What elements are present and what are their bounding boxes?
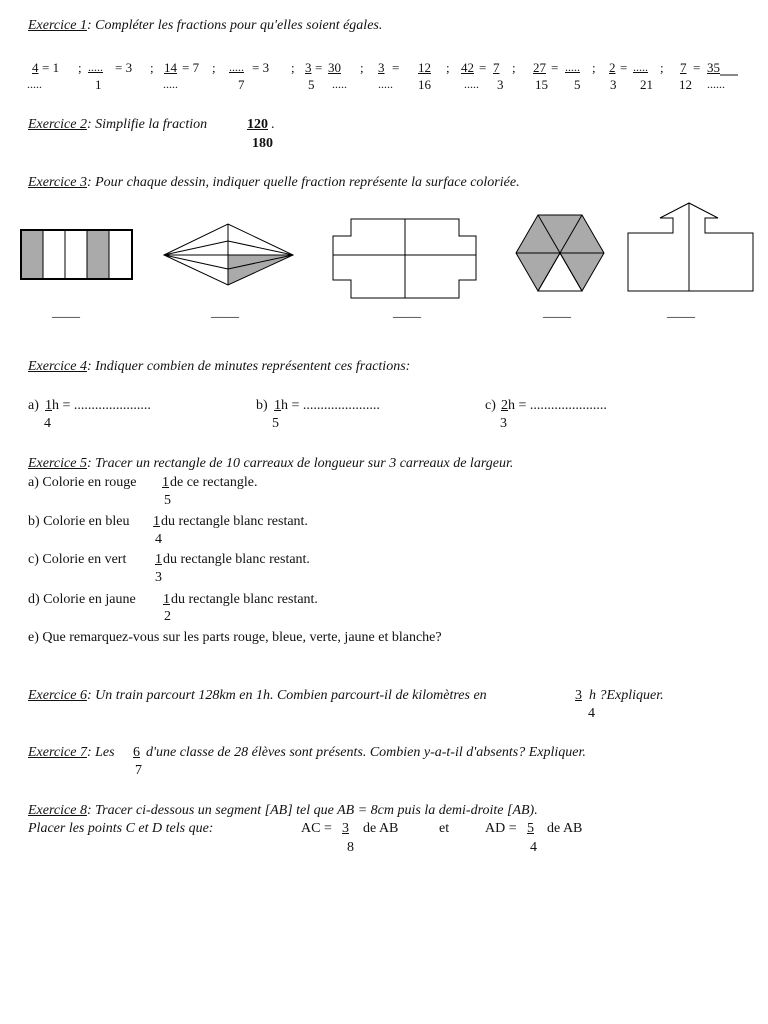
ex1-frac-2-den: 1 — [95, 77, 102, 92]
ex5-b-den: 4 — [155, 532, 162, 547]
ex7-text: d'une classe de 28 élèves sont présents. Combien y-a-t-il d'absents? Expliquer. — [146, 745, 586, 760]
ex5-c-num: 1 — [155, 552, 162, 567]
ex5-b-num: 1 — [153, 514, 160, 529]
ex8-ac-num: 3 — [342, 821, 349, 836]
ex4-b-prefix: b) — [256, 398, 268, 413]
ex1-frac-8-den2: 5 — [574, 77, 581, 92]
ex1-frac-8-num: 27 — [533, 60, 546, 75]
ex1-sep: ; — [660, 60, 664, 75]
ex7-num: 6 — [133, 745, 140, 760]
ex1-heading — [28, 18, 382, 34]
ex1-frac-6-eq: = — [392, 60, 400, 75]
ex4-c-den: 3 — [500, 416, 507, 431]
ex8-ad-num: 5 — [527, 821, 534, 836]
ex1-frac-6-num2: 12 — [418, 60, 431, 75]
ex8-ac-post: de AB — [363, 821, 399, 836]
ex1-frac-2-num: ..... — [88, 60, 103, 74]
ex1-frac-3-den: ..... — [163, 77, 178, 91]
ex5-text: : Tracer un rectangle de 10 carreaux de longueur sur 3 carreaux de largeur. — [86, 456, 514, 471]
ex1-frac-10-den: 12 — [679, 77, 692, 92]
ex1-sep: ; — [446, 60, 450, 75]
ex5-c-den: 3 — [155, 570, 162, 585]
ex1-frac-10-den2: ...... — [707, 77, 725, 91]
ex4-b-den: 5 — [272, 416, 279, 431]
ex5-e-question: e) Que remarquez-vous sur les parts rouge, bleue, verte, jaune et blanche? — [28, 630, 442, 645]
ex1-frac-7-den2: 3 — [497, 77, 504, 92]
ex1-frac-8-eq: = — [551, 60, 559, 75]
ex4-heading — [28, 359, 410, 375]
ex6-label: Exercice 6 — [28, 688, 87, 703]
ex3-answer-2[interactable]: ____ — [211, 305, 239, 320]
ex1-frac-9-num: 2 — [609, 60, 616, 75]
ex1-sep: ; — [592, 60, 596, 75]
ex4-c-prefix: c) — [485, 398, 496, 413]
ex1-sep: ; — [212, 60, 216, 75]
ex1-frac-8-num2: ..... — [565, 60, 580, 74]
ex5-b-prefix: b) Colorie en bleu — [28, 514, 130, 529]
ex1-label: Exercice 1 — [28, 18, 87, 33]
ex5-a-den: 5 — [164, 493, 171, 508]
ex5-c-rest: du rectangle blanc restant. — [163, 552, 310, 567]
ex3-drawing-rhombus — [163, 223, 295, 287]
ex1-frac-2-rest: = 3 — [115, 60, 133, 75]
ex4-a-rest[interactable]: h = ...................... — [52, 398, 151, 413]
ex6-end: h ?Expliquer. — [589, 688, 664, 703]
ex8-label: Exercice 8 — [28, 803, 87, 818]
ex1-frac-3-num: 14 — [164, 60, 177, 75]
ex2-dot: . — [271, 117, 275, 132]
ex8-and: et — [439, 821, 450, 836]
ex4-b-rest[interactable]: h = ...................... — [281, 398, 380, 413]
ex6-heading — [28, 688, 487, 704]
ex5-a-prefix: a) Colorie en rouge — [28, 475, 137, 490]
ex1-frac-10-num: 7 — [680, 60, 687, 75]
ex2-heading — [28, 117, 207, 133]
ex1-frac-3-rest: = 7 — [182, 60, 200, 75]
ex4-b-num: 1 — [274, 398, 281, 413]
ex1-frac-7-eq: = — [479, 60, 487, 75]
ex1-frac-5-eq: = — [315, 60, 323, 75]
ex6-num: 3 — [575, 688, 582, 703]
ex7-label: Exercice 7 — [28, 745, 87, 760]
ex1-sep: ; — [150, 60, 154, 75]
ex5-a-num: 1 — [162, 475, 169, 490]
ex1-frac-5-num: 3 — [305, 60, 312, 75]
ex3-answer-1[interactable]: ____ — [52, 305, 80, 320]
ex3-answer-5[interactable]: ____ — [667, 305, 695, 320]
ex5-b-rest: du rectangle blanc restant. — [161, 514, 308, 529]
ex3-heading — [28, 175, 520, 191]
ex5-a-rest: de ce rectangle. — [170, 475, 258, 490]
ex1-frac-9-eq: = — [620, 60, 628, 75]
ex1-frac-1-num: 4 — [32, 60, 39, 75]
ex1-frac-5-num2: 30 — [328, 60, 341, 75]
ex1-frac-7-num: 42 — [461, 60, 474, 75]
ex4-c-rest[interactable]: h = ...................... — [508, 398, 607, 413]
ex1-frac-9-num2: ..... — [633, 60, 648, 74]
ex3-drawing-rectangle — [20, 229, 134, 281]
ex4-a-prefix: a) — [28, 398, 39, 413]
ex3-text: : Pour chaque dessin, indiquer quelle fraction représente la surface coloriée. — [86, 175, 520, 190]
ex1-frac-4-rest: = 3 — [252, 60, 270, 75]
ex8-ac-den: 8 — [347, 840, 354, 855]
ex1-frac-7-num2: 7 — [493, 60, 500, 75]
ex1-frac-9-den: 3 — [610, 77, 617, 92]
ex1-frac-10-num2: 35 — [707, 60, 720, 75]
ex8-ad-pre: AD = — [485, 821, 517, 836]
ex8-ac-pre: AC = — [301, 821, 332, 836]
ex6-text: : Un train parcourt 128km en 1h. Combien parcourt-il de kilomètres en — [86, 688, 487, 703]
ex1-frac-10-eq: = — [693, 60, 701, 75]
ex5-d-rest: du rectangle blanc restant. — [171, 592, 318, 607]
ex3-drawing-arrow — [627, 201, 757, 293]
ex1-frac-5-den2: ..... — [332, 77, 347, 91]
ex8-line2: Placer les points C et D tels que: — [28, 821, 214, 836]
ex1-sep: ; — [360, 60, 364, 75]
ex1-frac-6-num: 3 — [378, 60, 385, 75]
ex5-heading — [28, 456, 513, 472]
ex8-heading — [28, 803, 538, 819]
ex4-c-num: 2 — [501, 398, 508, 413]
ex8-text: : Tracer ci-dessous un segment [AB] tel que AB = 8cm puis la demi-droite [AB). — [86, 803, 538, 818]
ex1-sep: ; — [291, 60, 295, 75]
ex5-d-den: 2 — [164, 609, 171, 624]
ex6-den: 4 — [588, 706, 595, 721]
ex5-label: Exercice 5 — [28, 456, 87, 471]
ex1-frac-5-den: 5 — [308, 77, 315, 92]
ex1-underline-tail — [0, 0, 1, 1]
ex2-text: : Simplifie la fraction — [86, 117, 208, 132]
ex3-answer-3[interactable]: ____ — [393, 305, 421, 320]
ex1-text: : Compléter les fractions pour qu'elles soient égales. — [86, 18, 383, 33]
ex4-a-den: 4 — [44, 416, 51, 431]
ex1-frac-1-den: ..... — [27, 77, 42, 91]
ex1-frac-4-den: 7 — [238, 77, 245, 92]
ex1-frac-7-den: ..... — [464, 77, 479, 91]
ex8-ad-den: 4 — [530, 840, 537, 855]
ex4-label: Exercice 4 — [28, 359, 87, 374]
ex1-frac-8-den: 15 — [535, 77, 548, 92]
ex2-label: Exercice 2 — [28, 117, 87, 132]
ex8-ad-post: de AB — [547, 821, 583, 836]
ex1-frac-4-num: ..... — [229, 60, 244, 74]
ex5-d-num: 1 — [163, 592, 170, 607]
ex3-drawing-cross — [332, 218, 478, 300]
ex1-frac-6-den2: 16 — [418, 77, 431, 92]
ex4-a-num: 1 — [45, 398, 52, 413]
ex1-sep: ; — [78, 60, 82, 75]
ex1-sep: ; — [512, 60, 516, 75]
ex3-label: Exercice 3 — [28, 175, 87, 190]
ex2-num: 120 — [247, 117, 268, 132]
ex7-pre: : Les — [86, 745, 115, 760]
ex5-c-prefix: c) Colorie en vert — [28, 552, 127, 567]
ex1-frac-6-den: ..... — [378, 77, 393, 91]
ex2-den: 180 — [252, 136, 273, 151]
ex5-d-prefix: d) Colorie en jaune — [28, 592, 136, 607]
ex1-frac-1-rest: = 1 — [42, 60, 60, 75]
ex3-drawing-hexagon — [514, 213, 606, 293]
ex4-text: : Indiquer combien de minutes représentent ces fractions: — [86, 359, 411, 374]
ex7-den: 7 — [135, 763, 142, 778]
ex3-answer-4[interactable]: ____ — [543, 305, 571, 320]
ex7-heading — [28, 745, 115, 761]
ex1-frac-9-den2: 21 — [640, 77, 653, 92]
